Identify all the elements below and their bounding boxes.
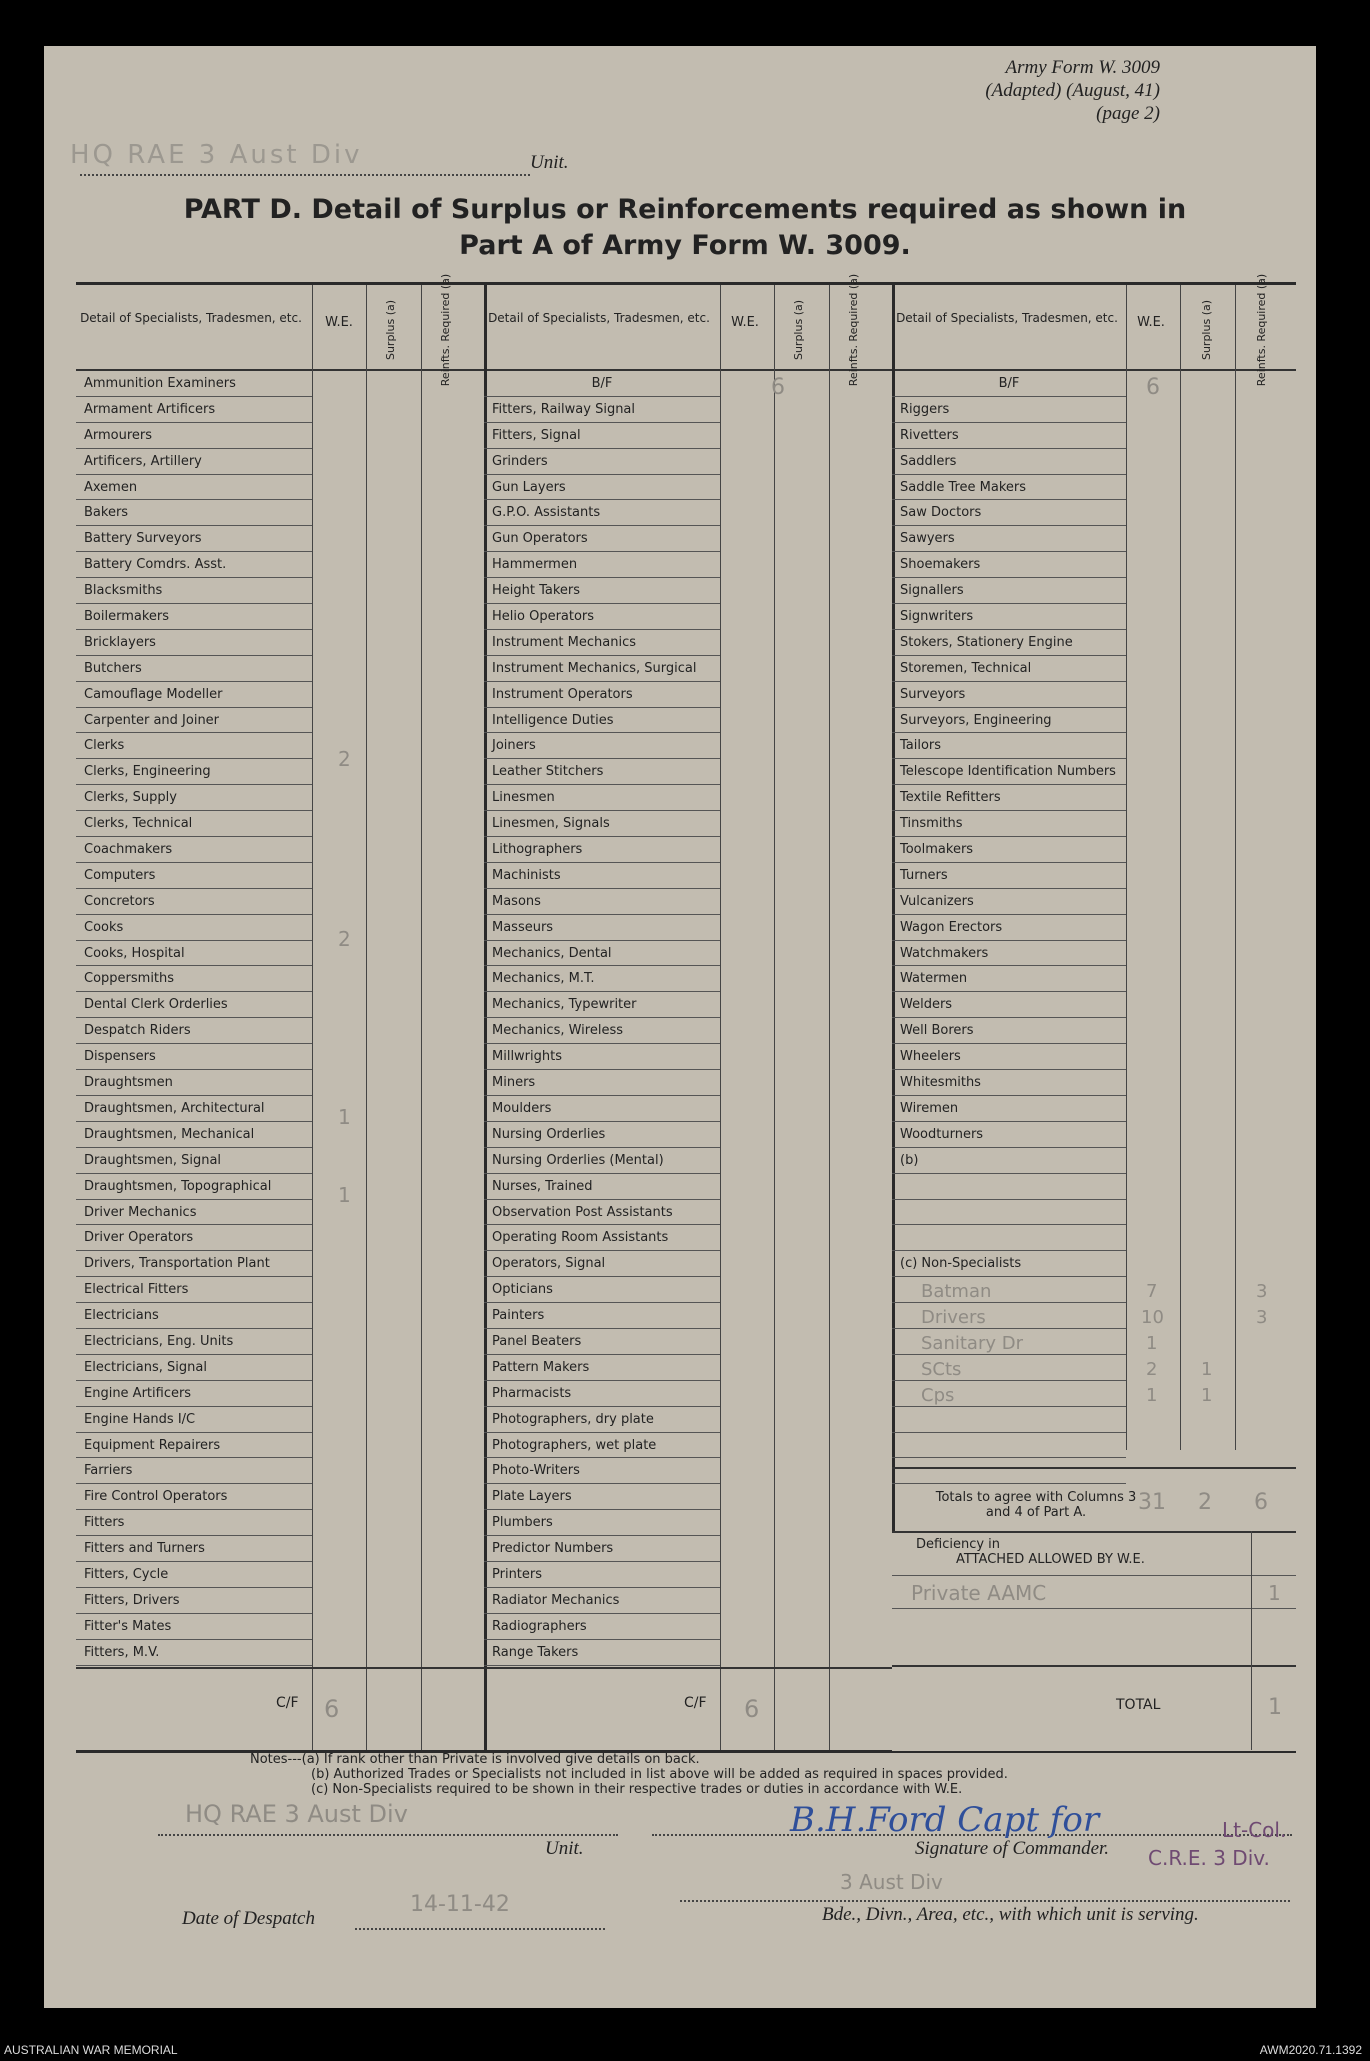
table-row-label: Moulders — [484, 1096, 720, 1122]
hand-non-spec-5-s: 1 — [1201, 1385, 1213, 1406]
table-row-label: Leather Stitchers — [484, 759, 720, 785]
table-row-label: Shoemakers — [892, 552, 1126, 578]
table-row-label: Coppersmiths — [76, 966, 312, 992]
table-row-label: Cooks, Hospital — [76, 941, 312, 967]
table-row-label: Pattern Makers — [484, 1355, 720, 1381]
table-row-label: Plumbers — [484, 1510, 720, 1536]
unit-label: Unit. — [530, 152, 569, 173]
hand-cf-1: 6 — [324, 1695, 340, 1723]
table-row-label: Sawyers — [892, 526, 1126, 552]
table-row-label: Saw Doctors — [892, 500, 1126, 526]
table-row-label: Fitters, Railway Signal — [484, 397, 720, 423]
bottom-unit-hand: HQ RAE 3 Aust Div — [185, 1800, 408, 1828]
table-row-label: Surveyors — [892, 682, 1126, 708]
table-row-label: Photo-Writers — [484, 1458, 720, 1484]
table-row-label: Coachmakers — [76, 837, 312, 863]
form-number: Army Form W. 3009 — [1005, 57, 1160, 78]
table-row-label: Textile Refitters — [892, 785, 1126, 811]
table-row-label: Artificers, Artillery — [76, 449, 312, 475]
hand-attached-n: 1 — [1268, 1581, 1281, 1605]
table-row-label: Electricians, Signal — [76, 1355, 312, 1381]
table-row-label: Tailors — [892, 733, 1126, 759]
hand-total-reinfts: 6 — [1254, 1490, 1268, 1515]
table-row-label: Wheelers — [892, 1044, 1126, 1070]
attached-row-line — [892, 1575, 1296, 1576]
cf-label-1: C/F — [276, 1695, 299, 1711]
hand-attached: Private AAMC — [911, 1581, 1047, 1605]
table-row-label: Surveyors, Engineering — [892, 708, 1126, 734]
hand-non-spec-2-r: 3 — [1256, 1307, 1268, 1328]
table-row-label: Boilermakers — [76, 604, 312, 630]
unit-handwritten: HQ RAE 3 Aust Div — [70, 140, 363, 170]
table-row-label: Battery Comdrs. Asst. — [76, 552, 312, 578]
title-line-1: PART D. Detail of Surplus or Reinforcements required as shown in — [183, 194, 1187, 225]
table-row-label: Observation Post Assistants — [484, 1200, 720, 1226]
bottom-unit-label: Unit. — [545, 1838, 584, 1859]
table-row-label: Saddlers — [892, 449, 1126, 475]
table-row-label: Carpenter and Joiner — [76, 708, 312, 734]
col-group-2-rows — [484, 371, 720, 1666]
table-row-label: Armourers — [76, 423, 312, 449]
surplus-header: Surplus (a) — [1200, 299, 1214, 361]
table-row-label: Lithographers — [484, 837, 720, 863]
totals-divider — [892, 1467, 1296, 1469]
table-row-label: Dental Clerk Orderlies — [76, 992, 312, 1018]
table-row-label: Intelligence Duties — [484, 708, 720, 734]
table-row-label: Toolmakers — [892, 837, 1126, 863]
table-row-label: Height Takers — [484, 578, 720, 604]
table-row-label: Butchers — [76, 656, 312, 682]
table-row-label: Draughtsmen, Mechanical — [76, 1122, 312, 1148]
stamp-rank: Lt-Col. — [1222, 1818, 1287, 1842]
footer-left: AUSTRALIAN WAR MEMORIAL — [4, 2043, 178, 2057]
we-header: W.E. — [731, 315, 759, 330]
table-row-label: Miners — [484, 1070, 720, 1096]
table-row-label: Equipment Repairers — [76, 1433, 312, 1459]
table-row-label: Fitters — [76, 1510, 312, 1536]
table-row-label: Masseurs — [484, 915, 720, 941]
table-row-label: Ammunition Examiners — [76, 371, 312, 397]
table-row-label — [892, 1433, 1126, 1459]
attached-label: ATTACHED ALLOWED BY W.E. — [956, 1552, 1145, 1567]
hand-draughtsmen-topo: 1 — [338, 1183, 351, 1207]
table-row-label: Welders — [892, 992, 1126, 1018]
table-row-label: Operators, Signal — [484, 1251, 720, 1277]
table-row-label: Computers — [76, 863, 312, 889]
hand-non-spec-3-we: 1 — [1146, 1333, 1158, 1354]
table-row-label: Stokers, Stationery Engine — [892, 630, 1126, 656]
col-group-1-rows — [76, 371, 312, 1666]
table-row-label: Photographers, wet plate — [484, 1433, 720, 1459]
specialists-table — [76, 273, 1296, 1753]
table-row-label: Helio Operators — [484, 604, 720, 630]
hand-clerks: 2 — [338, 747, 351, 771]
table-row-label: Mechanics, Wireless — [484, 1018, 720, 1044]
table-row-label: Fire Control Operators — [76, 1484, 312, 1510]
form-title — [60, 192, 1310, 264]
table-row-label: Operating Room Assistants — [484, 1225, 720, 1251]
table-row-label: B/F — [484, 371, 720, 397]
note-a: Notes---(a) If rank other than Private is involved give details on back. — [250, 1752, 700, 1767]
table-row-label: B/F — [892, 371, 1126, 397]
table-row-label: Armament Artificers — [76, 397, 312, 423]
table-row-label: Instrument Mechanics, Surgical — [484, 656, 720, 682]
detail-header: Detail of Specialists, Tradesmen, etc. — [488, 311, 710, 325]
table-row-label: Joiners — [484, 733, 720, 759]
total-label: TOTAL — [1116, 1697, 1161, 1713]
table-row-label — [892, 1407, 1126, 1433]
table-row-label: Driver Mechanics — [76, 1200, 312, 1226]
hand-non-spec-1-r: 3 — [1256, 1281, 1268, 1302]
table-row-label: Cooks — [76, 915, 312, 941]
table-row-label: Blacksmiths — [76, 578, 312, 604]
table-row-label: Draughtsmen — [76, 1070, 312, 1096]
we-header: W.E. — [1137, 315, 1165, 330]
bde-label: Bde., Divn., Area, etc., with which unit is serving. — [822, 1904, 1199, 1925]
table-row-label: Electricians, Eng. Units — [76, 1329, 312, 1355]
table-row-label: Watermen — [892, 966, 1126, 992]
table-row-label: Farriers — [76, 1458, 312, 1484]
table-row-label: Telescope Identification Numbers — [892, 759, 1126, 785]
table-row-label: Rivetters — [892, 423, 1126, 449]
hand-non-spec-4: SCts — [921, 1359, 962, 1380]
surplus-header: Surplus (a) — [384, 299, 398, 361]
table-row-label: Wiremen — [892, 1096, 1126, 1122]
table-row-label: Electrical Fitters — [76, 1277, 312, 1303]
hand-bf-1: 6 — [771, 375, 785, 400]
table-row-label: Despatch Riders — [76, 1018, 312, 1044]
hand-non-spec-4-s: 1 — [1201, 1359, 1213, 1380]
table-row-label: Painters — [484, 1303, 720, 1329]
we-header: W.E. — [325, 315, 353, 330]
table-row-label: Masons — [484, 889, 720, 915]
table-row-label: Tinsmiths — [892, 811, 1126, 837]
table-row-label: Draughtsmen, Architectural — [76, 1096, 312, 1122]
attached-col-line — [1251, 1531, 1252, 1750]
despatch-label: Date of Despatch — [182, 1908, 315, 1929]
table-row-label: Radiographers — [484, 1614, 720, 1640]
commander-signature: B.H.Ford Capt for — [790, 1800, 1100, 1840]
table-row-label: Turners — [892, 863, 1126, 889]
table-row-label: Wagon Erectors — [892, 915, 1126, 941]
hand-total-surplus: 2 — [1198, 1490, 1212, 1515]
total-divider — [892, 1665, 1296, 1667]
table-row-label: Clerks — [76, 733, 312, 759]
table-row-label: Nursing Orderlies (Mental) — [484, 1148, 720, 1174]
table-row-label: Linesmen — [484, 785, 720, 811]
table-row-label: Clerks, Technical — [76, 811, 312, 837]
hand-cooks: 2 — [338, 927, 351, 951]
table-row-label: Saddle Tree Makers — [892, 475, 1126, 501]
signature-label: Signature of Commander. — [915, 1838, 1110, 1859]
table-row-label: Axemen — [76, 475, 312, 501]
table-row-label: Dispensers — [76, 1044, 312, 1070]
table-row-label: Hammermen — [484, 552, 720, 578]
stamp-unit: C.R.E. 3 Div. — [1148, 1846, 1270, 1870]
table-row-label: Nurses, Trained — [484, 1174, 720, 1200]
table-row-label: Mechanics, M.T. — [484, 966, 720, 992]
table-row-label: Bricklayers — [76, 630, 312, 656]
hand-non-spec-1: Batman — [921, 1281, 992, 1302]
table-row-label: Gun Layers — [484, 475, 720, 501]
hand-draughtsmen-arch: 1 — [338, 1105, 351, 1129]
bde-hand: 3 Aust Div — [840, 1870, 943, 1894]
table-row-label: Photographers, dry plate — [484, 1407, 720, 1433]
table-row-label: Signallers — [892, 578, 1126, 604]
hand-bf-2: 6 — [1146, 375, 1160, 400]
table-row-label: Machinists — [484, 863, 720, 889]
table-row-label: Electricians — [76, 1303, 312, 1329]
table-row-label: Predictor Numbers — [484, 1536, 720, 1562]
hand-non-spec-3: Sanitary Dr — [921, 1333, 1023, 1354]
table-row-label: Riggers — [892, 397, 1126, 423]
cf-label-2: C/F — [684, 1695, 707, 1711]
hand-total-we: 31 — [1138, 1490, 1166, 1515]
table-row-label: Signwriters — [892, 604, 1126, 630]
attached-row-line — [892, 1608, 1296, 1609]
table-row-label: Engine Artificers — [76, 1381, 312, 1407]
hand-non-spec-4-we: 2 — [1146, 1359, 1158, 1380]
table-row-label: Well Borers — [892, 1018, 1126, 1044]
table-row-label: Fitters, Signal — [484, 423, 720, 449]
table-row-label: G.P.O. Assistants — [484, 500, 720, 526]
table-row-label: Plate Layers — [484, 1484, 720, 1510]
table-row-label: Draughtsmen, Signal — [76, 1148, 312, 1174]
table-row-label: Fitters and Turners — [76, 1536, 312, 1562]
surplus-header: Surplus (a) — [792, 299, 806, 361]
table-row-label: Radiator Mechanics — [484, 1588, 720, 1614]
bde-line — [680, 1878, 1290, 1902]
cf-divider — [76, 1667, 892, 1669]
table-row-label — [892, 1225, 1126, 1251]
table-row-label: Fitters, Cycle — [76, 1562, 312, 1588]
table-row-label: Range Takers — [484, 1640, 720, 1666]
table-row-label: (b) — [892, 1148, 1126, 1174]
table-row-label: Watchmakers — [892, 941, 1126, 967]
footer-right: AWM2020.71.1392 — [1259, 2043, 1362, 2057]
hand-non-spec-2-we: 10 — [1141, 1307, 1164, 1328]
table-row-label: Bakers — [76, 500, 312, 526]
table-row-label: Panel Beaters — [484, 1329, 720, 1355]
notes — [250, 1752, 1008, 1797]
table-row-label — [892, 1458, 1126, 1484]
table-row-label: Drivers, Transportation Plant — [76, 1251, 312, 1277]
table-row-label: (c) Non-Specialists — [892, 1251, 1126, 1277]
form-adapted: (Adapted) (August, 41) — [985, 80, 1160, 101]
hand-cf-2: 6 — [744, 1695, 760, 1723]
table-row-label: Instrument Operators — [484, 682, 720, 708]
hand-non-spec-1-we: 7 — [1146, 1281, 1158, 1302]
title-line-2: Part A of Army Form W. 3009. — [459, 230, 911, 261]
table-row-label: Mechanics, Typewriter — [484, 992, 720, 1018]
form-reference — [960, 56, 1160, 125]
note-c: (c) Non-Specialists required to be shown in their respective trades or duties in accordance with W.E. — [311, 1782, 963, 1797]
table-row-label — [892, 1200, 1126, 1226]
table-row-label: Draughtsmen, Topographical — [76, 1174, 312, 1200]
table-row-label: Fitters, Drivers — [76, 1588, 312, 1614]
table-row-label: Battery Surveyors — [76, 526, 312, 552]
reinfts-header: Reinfts. Required (a) — [1255, 273, 1269, 387]
table-row-label: Nursing Orderlies — [484, 1122, 720, 1148]
hand-non-spec-2: Drivers — [921, 1307, 986, 1328]
table-row-label: Concretors — [76, 889, 312, 915]
table-row-label: Driver Operators — [76, 1225, 312, 1251]
detail-header: Detail of Specialists, Tradesmen, etc. — [80, 311, 302, 325]
table-row-label: Engine Hands I/C — [76, 1407, 312, 1433]
hand-non-spec-5: Cps — [921, 1385, 955, 1406]
footer — [0, 2039, 1370, 2061]
table-row-label: Fitters, M.V. — [76, 1640, 312, 1666]
reinfts-header: Reinfts. Required (a) — [439, 273, 453, 387]
table-row-label: Fitter's Mates — [76, 1614, 312, 1640]
deficiency-label: Deficiency in — [916, 1537, 1001, 1552]
table-row-label: Clerks, Engineering — [76, 759, 312, 785]
reinfts-header: Reinfts. Required (a) — [847, 273, 861, 387]
table-row-label: Mechanics, Dental — [484, 941, 720, 967]
totals-label: Totals to agree with Columns 3 and 4 of Part A. — [935, 1490, 1137, 1520]
table-row-label — [892, 1174, 1126, 1200]
table-row-label: Vulcanizers — [892, 889, 1126, 915]
detail-header: Detail of Specialists, Tradesmen, etc. — [896, 311, 1118, 325]
table-row-label: Clerks, Supply — [76, 785, 312, 811]
note-b: (b) Authorized Trades or Specialists not included in list above will be added as required in spaces provided. — [311, 1767, 1008, 1782]
table-row-label: Grinders — [484, 449, 720, 475]
hand-total-n: 1 — [1268, 1695, 1282, 1720]
hand-non-spec-5-we: 1 — [1146, 1385, 1158, 1406]
table-row-label: Whitesmiths — [892, 1070, 1126, 1096]
table-row-label: Opticians — [484, 1277, 720, 1303]
table-row-label: Gun Operators — [484, 526, 720, 552]
despatch-hand: 14-11-42 — [410, 1892, 510, 1917]
table-row-label: Pharmacists — [484, 1381, 720, 1407]
table-row-label: Storemen, Technical — [892, 656, 1126, 682]
table-row-label: Linesmen, Signals — [484, 811, 720, 837]
table-row-label: Camouflage Modeller — [76, 682, 312, 708]
table-row-label: Printers — [484, 1562, 720, 1588]
table-row-label: Instrument Mechanics — [484, 630, 720, 656]
table-row-label: Millwrights — [484, 1044, 720, 1070]
form-page-number: (page 2) — [1096, 103, 1160, 124]
table-row-label: Woodturners — [892, 1122, 1126, 1148]
